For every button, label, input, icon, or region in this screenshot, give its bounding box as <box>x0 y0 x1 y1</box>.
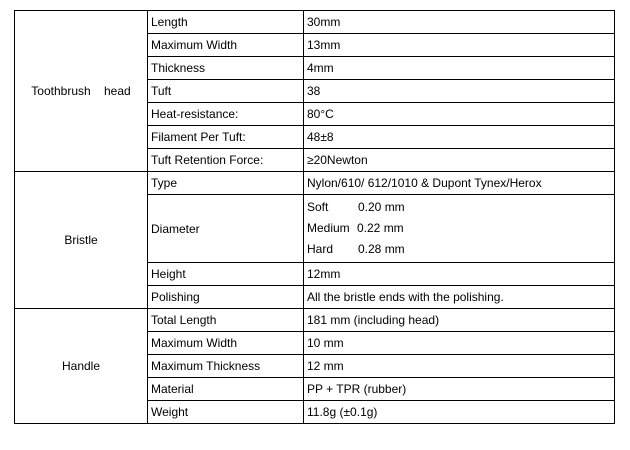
spec-value: 38 <box>304 80 615 103</box>
section-bristle <box>15 172 148 309</box>
spec-label: Heat-resistance: <box>148 103 304 126</box>
spec-label: Type <box>148 172 304 195</box>
diameter-option <box>307 218 611 239</box>
spec-label: Maximum Width <box>148 332 304 355</box>
spec-value: All the bristle ends with the polishing. <box>304 286 615 309</box>
spec-label: Diameter <box>148 195 304 263</box>
spec-value: 10 mm <box>304 332 615 355</box>
diameter-option <box>307 239 611 260</box>
spec-value: 13mm <box>304 34 615 57</box>
spec-value: Nylon/610/ 612/1010 & Dupont Tynex/Herox <box>304 172 615 195</box>
spec-value: 12mm <box>304 263 615 286</box>
table-row <box>15 172 615 195</box>
spec-label: Filament Per Tuft: <box>148 126 304 149</box>
spec-label: Length <box>148 11 304 34</box>
spec-value: 181 mm (including head) <box>304 309 615 332</box>
diameter-option <box>307 197 611 218</box>
spec-label: Thickness <box>148 57 304 80</box>
spec-label: Height <box>148 263 304 286</box>
diameter-value: 0.20 mm <box>358 200 405 214</box>
diameter-grade: Hard <box>307 242 334 256</box>
spec-label: Tuft <box>148 80 304 103</box>
diameter-value: 0.22 mm <box>357 221 404 235</box>
spec-value: ≥20Newton <box>304 149 615 172</box>
section-label: Toothbrush head <box>31 84 131 98</box>
section-handle <box>15 309 148 424</box>
spec-value: 80°C <box>304 103 615 126</box>
section-label: Handle <box>61 359 101 373</box>
diameter-grade: Soft <box>307 200 329 214</box>
spec-value: 48±8 <box>304 126 615 149</box>
spec-table <box>14 10 615 424</box>
section-toothbrush-head <box>15 11 148 172</box>
spec-label: Material <box>148 378 304 401</box>
spec-label: Total Length <box>148 309 304 332</box>
spec-label: Polishing <box>148 286 304 309</box>
spec-value: 11.8g (±0.1g) <box>304 401 615 424</box>
spec-label: Maximum Thickness <box>148 355 304 378</box>
diameter-options <box>304 195 615 263</box>
diameter-value: 0.28 mm <box>358 242 405 256</box>
spec-label: Maximum Width <box>148 34 304 57</box>
spec-value: 4mm <box>304 57 615 80</box>
spec-value: PP + TPR (rubber) <box>304 378 615 401</box>
table-row <box>15 309 615 332</box>
spec-value: 30mm <box>304 11 615 34</box>
spec-label: Tuft Retention Force: <box>148 149 304 172</box>
spec-label: Weight <box>148 401 304 424</box>
diameter-grade: Medium <box>307 221 350 235</box>
section-label: Bristle <box>64 233 98 247</box>
table-row <box>15 11 615 34</box>
spec-value: 12 mm <box>304 355 615 378</box>
